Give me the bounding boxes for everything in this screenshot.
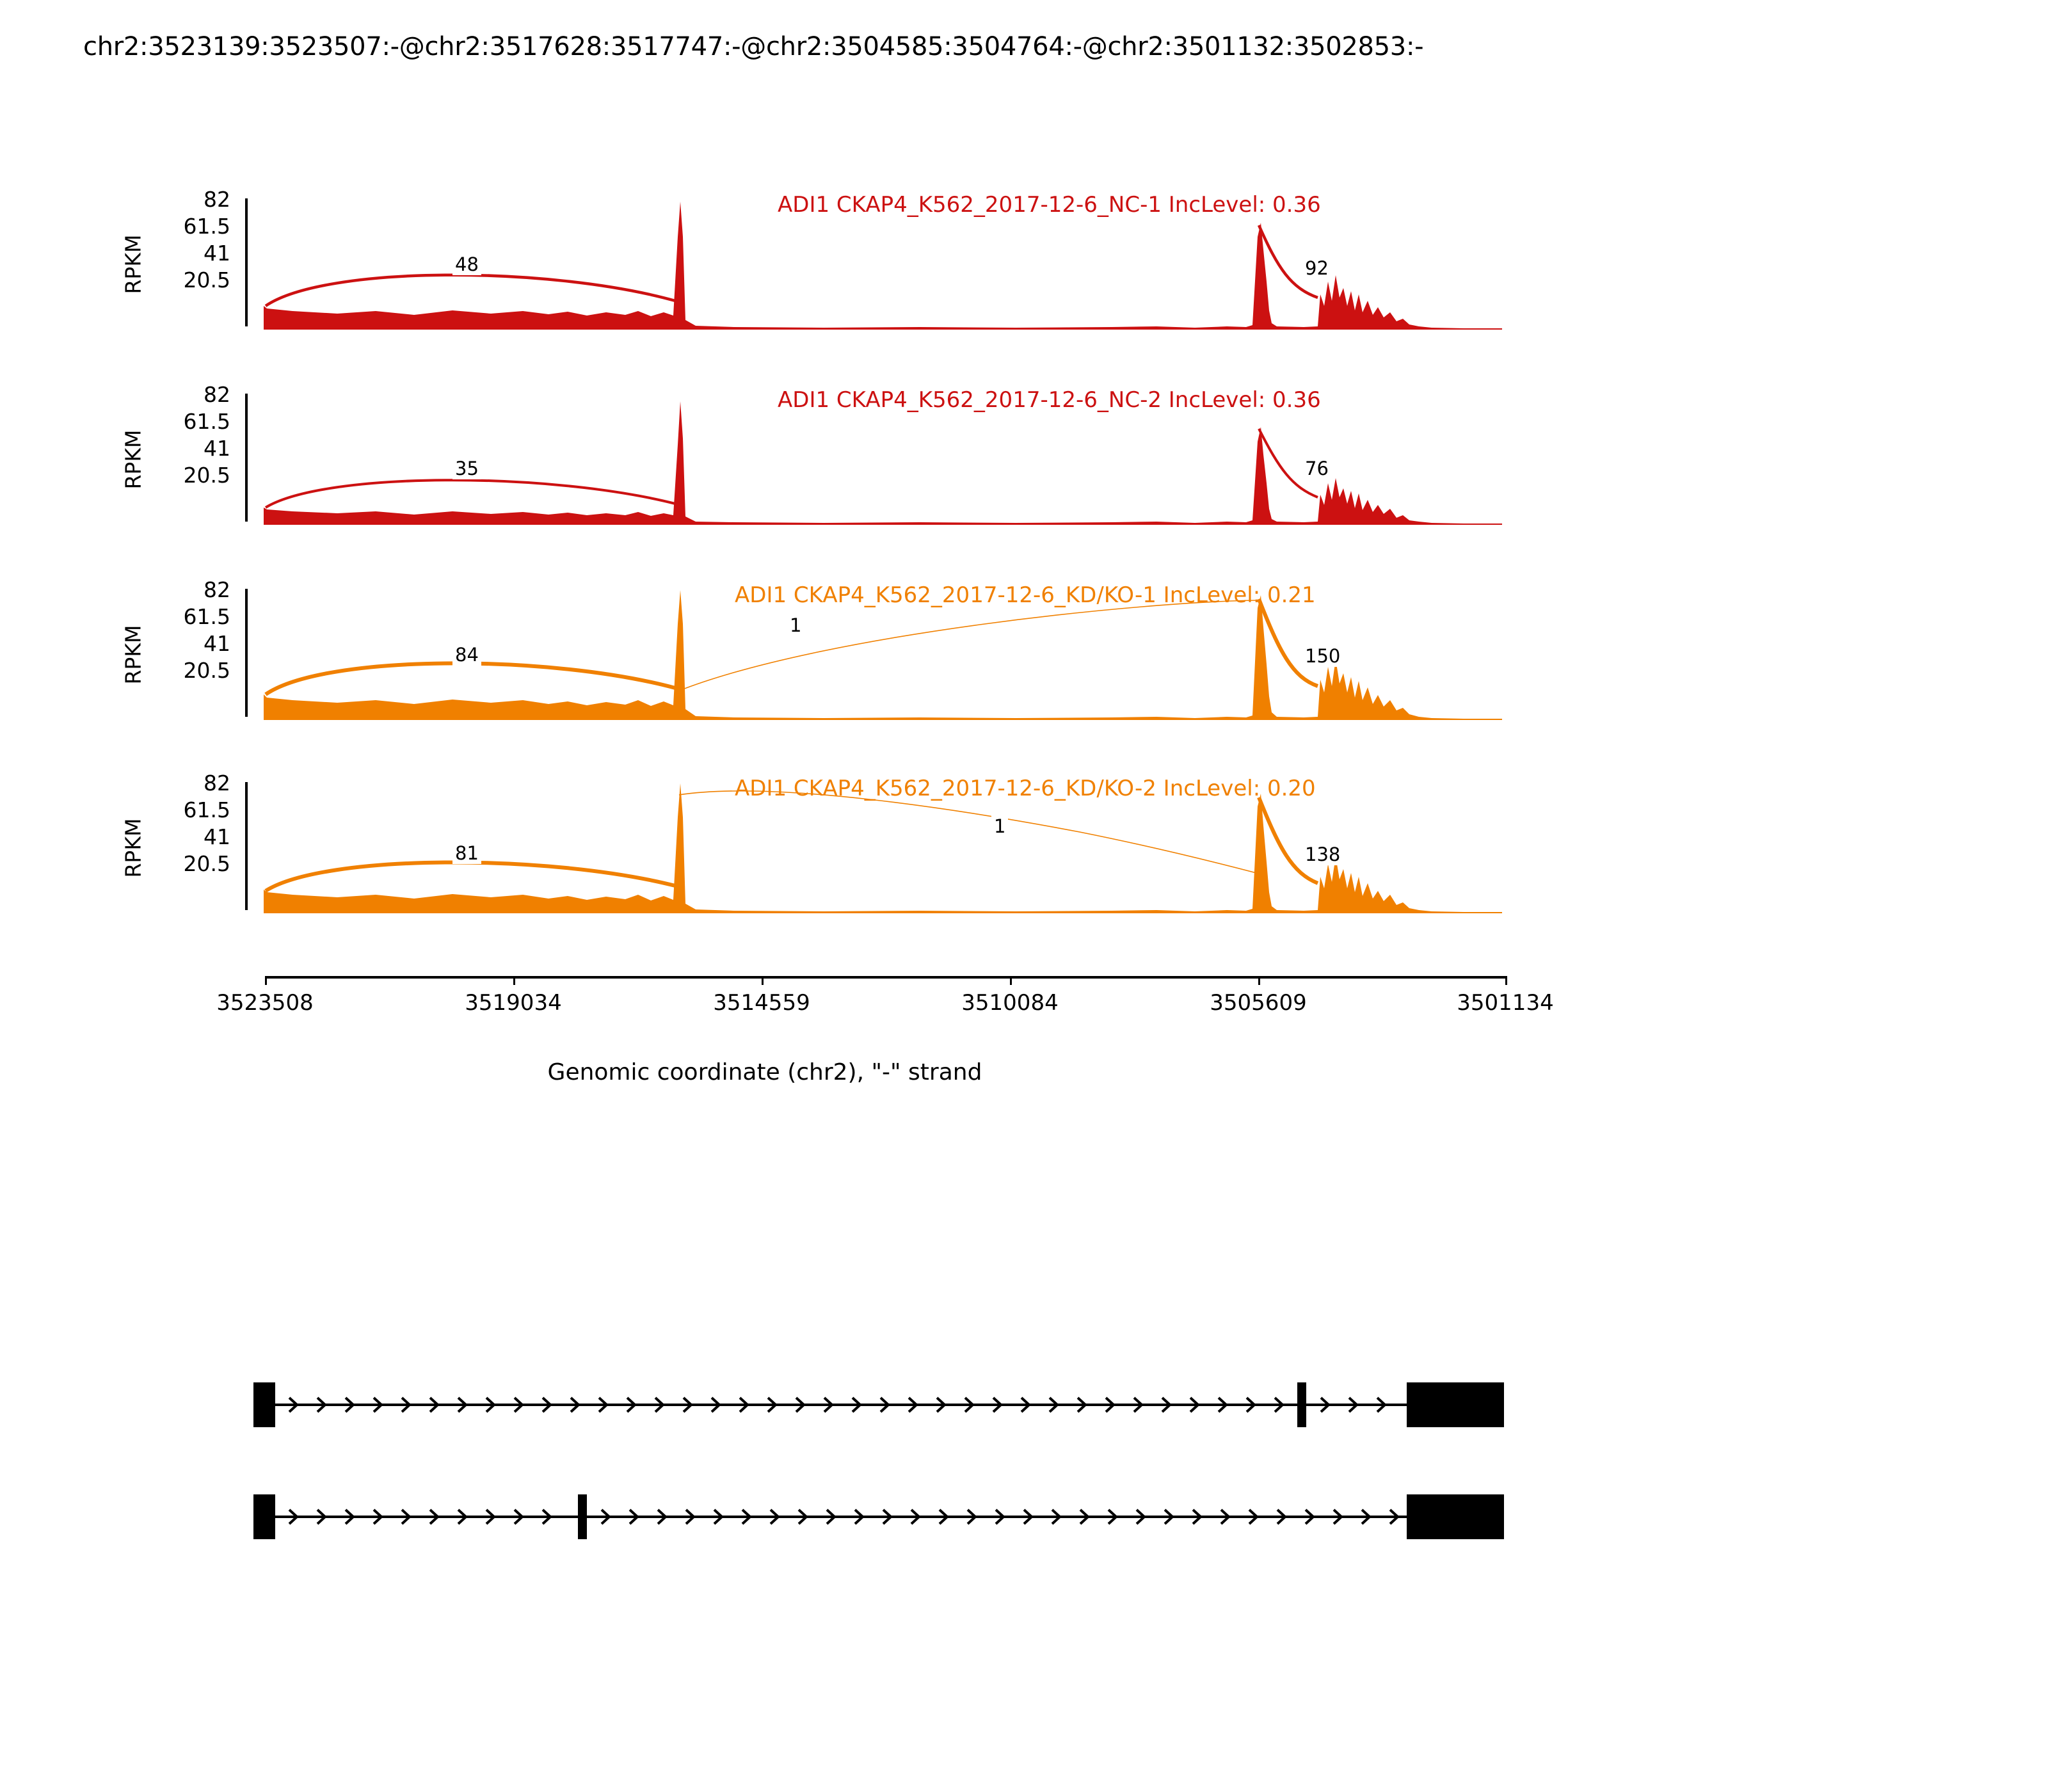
x-tick — [1505, 976, 1507, 985]
y-axis-label: RPKM — [120, 625, 146, 685]
y-tick-61-5: 61.5 — [183, 604, 230, 629]
junction-label: 92 — [1302, 257, 1331, 279]
y-tick-41: 41 — [204, 436, 230, 461]
x-axis-title-text: Genomic coordinate (chr2), "-" strand — [547, 1059, 982, 1085]
x-tick-label: 3505609 — [1210, 990, 1307, 1016]
x-tick-label: 3523508 — [216, 990, 314, 1016]
x-tick-label: 3510084 — [961, 990, 1059, 1016]
junction-label: 81 — [452, 842, 481, 864]
y-tick-82: 82 — [204, 187, 230, 212]
junction-label: 150 — [1302, 645, 1343, 667]
y-tick-20-5: 20.5 — [183, 851, 230, 876]
y-axis-ticks — [147, 577, 230, 723]
junction-label: 76 — [1302, 458, 1331, 479]
track-title: ADI1 CKAP4_K562_2017-12-6_NC-1 IncLevel: 0.36 — [778, 192, 1321, 218]
x-tick — [1010, 976, 1012, 985]
y-tick-20-5: 20.5 — [183, 268, 230, 292]
junction-arc-138 — [1259, 797, 1318, 883]
y-tick-41: 41 — [204, 241, 230, 266]
x-tick — [265, 976, 267, 985]
y-axis-ticks — [147, 187, 230, 333]
junction-arc-1 — [678, 600, 1258, 691]
y-axis-label: RPKM — [120, 818, 146, 878]
plot-area — [248, 394, 1505, 525]
gene-models — [0, 1344, 2048, 1587]
y-tick-82: 82 — [204, 771, 230, 796]
junction-label: 138 — [1302, 844, 1343, 865]
junction-arc-35 — [266, 480, 675, 508]
page-title: chr2:3523139:3523507:-@chr2:3517628:3517747:-@chr2:3504585:3504764:-@chr2:3501132:3502853:- — [83, 32, 1424, 61]
track-title: ADI1 CKAP4_K562_2017-12-6_NC-2 IncLevel: 0.36 — [778, 387, 1321, 413]
y-tick-61-5: 61.5 — [183, 214, 230, 239]
junction-arc-48 — [266, 275, 675, 306]
sashimi-track-kd-2 — [0, 771, 2048, 968]
junction-arc-81 — [266, 862, 675, 891]
sashimi-track-kd-1 — [0, 577, 2048, 774]
sashimi-track-nc-1 — [0, 187, 2048, 384]
y-tick-20-5: 20.5 — [183, 463, 230, 488]
junction-label: 35 — [452, 458, 481, 479]
x-axis-title — [0, 1059, 2048, 1085]
x-axis-line — [265, 976, 1507, 979]
junction-arc-84 — [266, 663, 675, 694]
track-title: ADI1 CKAP4_K562_2017-12-6_KD/KO-2 IncLevel: 0.20 — [735, 776, 1316, 801]
plot-area — [248, 589, 1505, 720]
y-tick-41: 41 — [204, 824, 230, 849]
x-tick — [513, 976, 515, 985]
y-axis-label: RPKM — [120, 429, 146, 490]
y-axis-label: RPKM — [120, 234, 146, 294]
x-tick — [762, 976, 764, 985]
gene-model-isoform-1 — [0, 1370, 2048, 1446]
junction-label: 84 — [452, 644, 481, 666]
x-tick — [1258, 976, 1260, 985]
junction-arc-1 — [679, 791, 1256, 873]
junction-arc-150 — [1259, 599, 1318, 686]
y-tick-82: 82 — [204, 577, 230, 602]
plot-area — [248, 782, 1505, 913]
y-tick-61-5: 61.5 — [183, 797, 230, 822]
y-tick-20-5: 20.5 — [183, 658, 230, 683]
y-tick-41: 41 — [204, 631, 230, 656]
y-axis-ticks — [147, 771, 230, 916]
track-title: ADI1 CKAP4_K562_2017-12-6_KD/KO-1 IncLevel: 0.21 — [735, 582, 1316, 608]
junction-label: 1 — [787, 614, 804, 636]
y-tick-61-5: 61.5 — [183, 409, 230, 434]
y-axis-ticks — [147, 382, 230, 528]
junction-label: 48 — [452, 253, 481, 275]
gene-model-isoform-2 — [0, 1482, 2048, 1558]
y-tick-82: 82 — [204, 382, 230, 407]
x-tick-label: 3514559 — [713, 990, 810, 1016]
plot-area — [248, 198, 1505, 330]
junction-label: 1 — [991, 815, 1008, 837]
x-tick-label: 3501134 — [1457, 990, 1554, 1016]
x-tick-label: 3519034 — [465, 990, 562, 1016]
sashimi-track-nc-2 — [0, 382, 2048, 579]
